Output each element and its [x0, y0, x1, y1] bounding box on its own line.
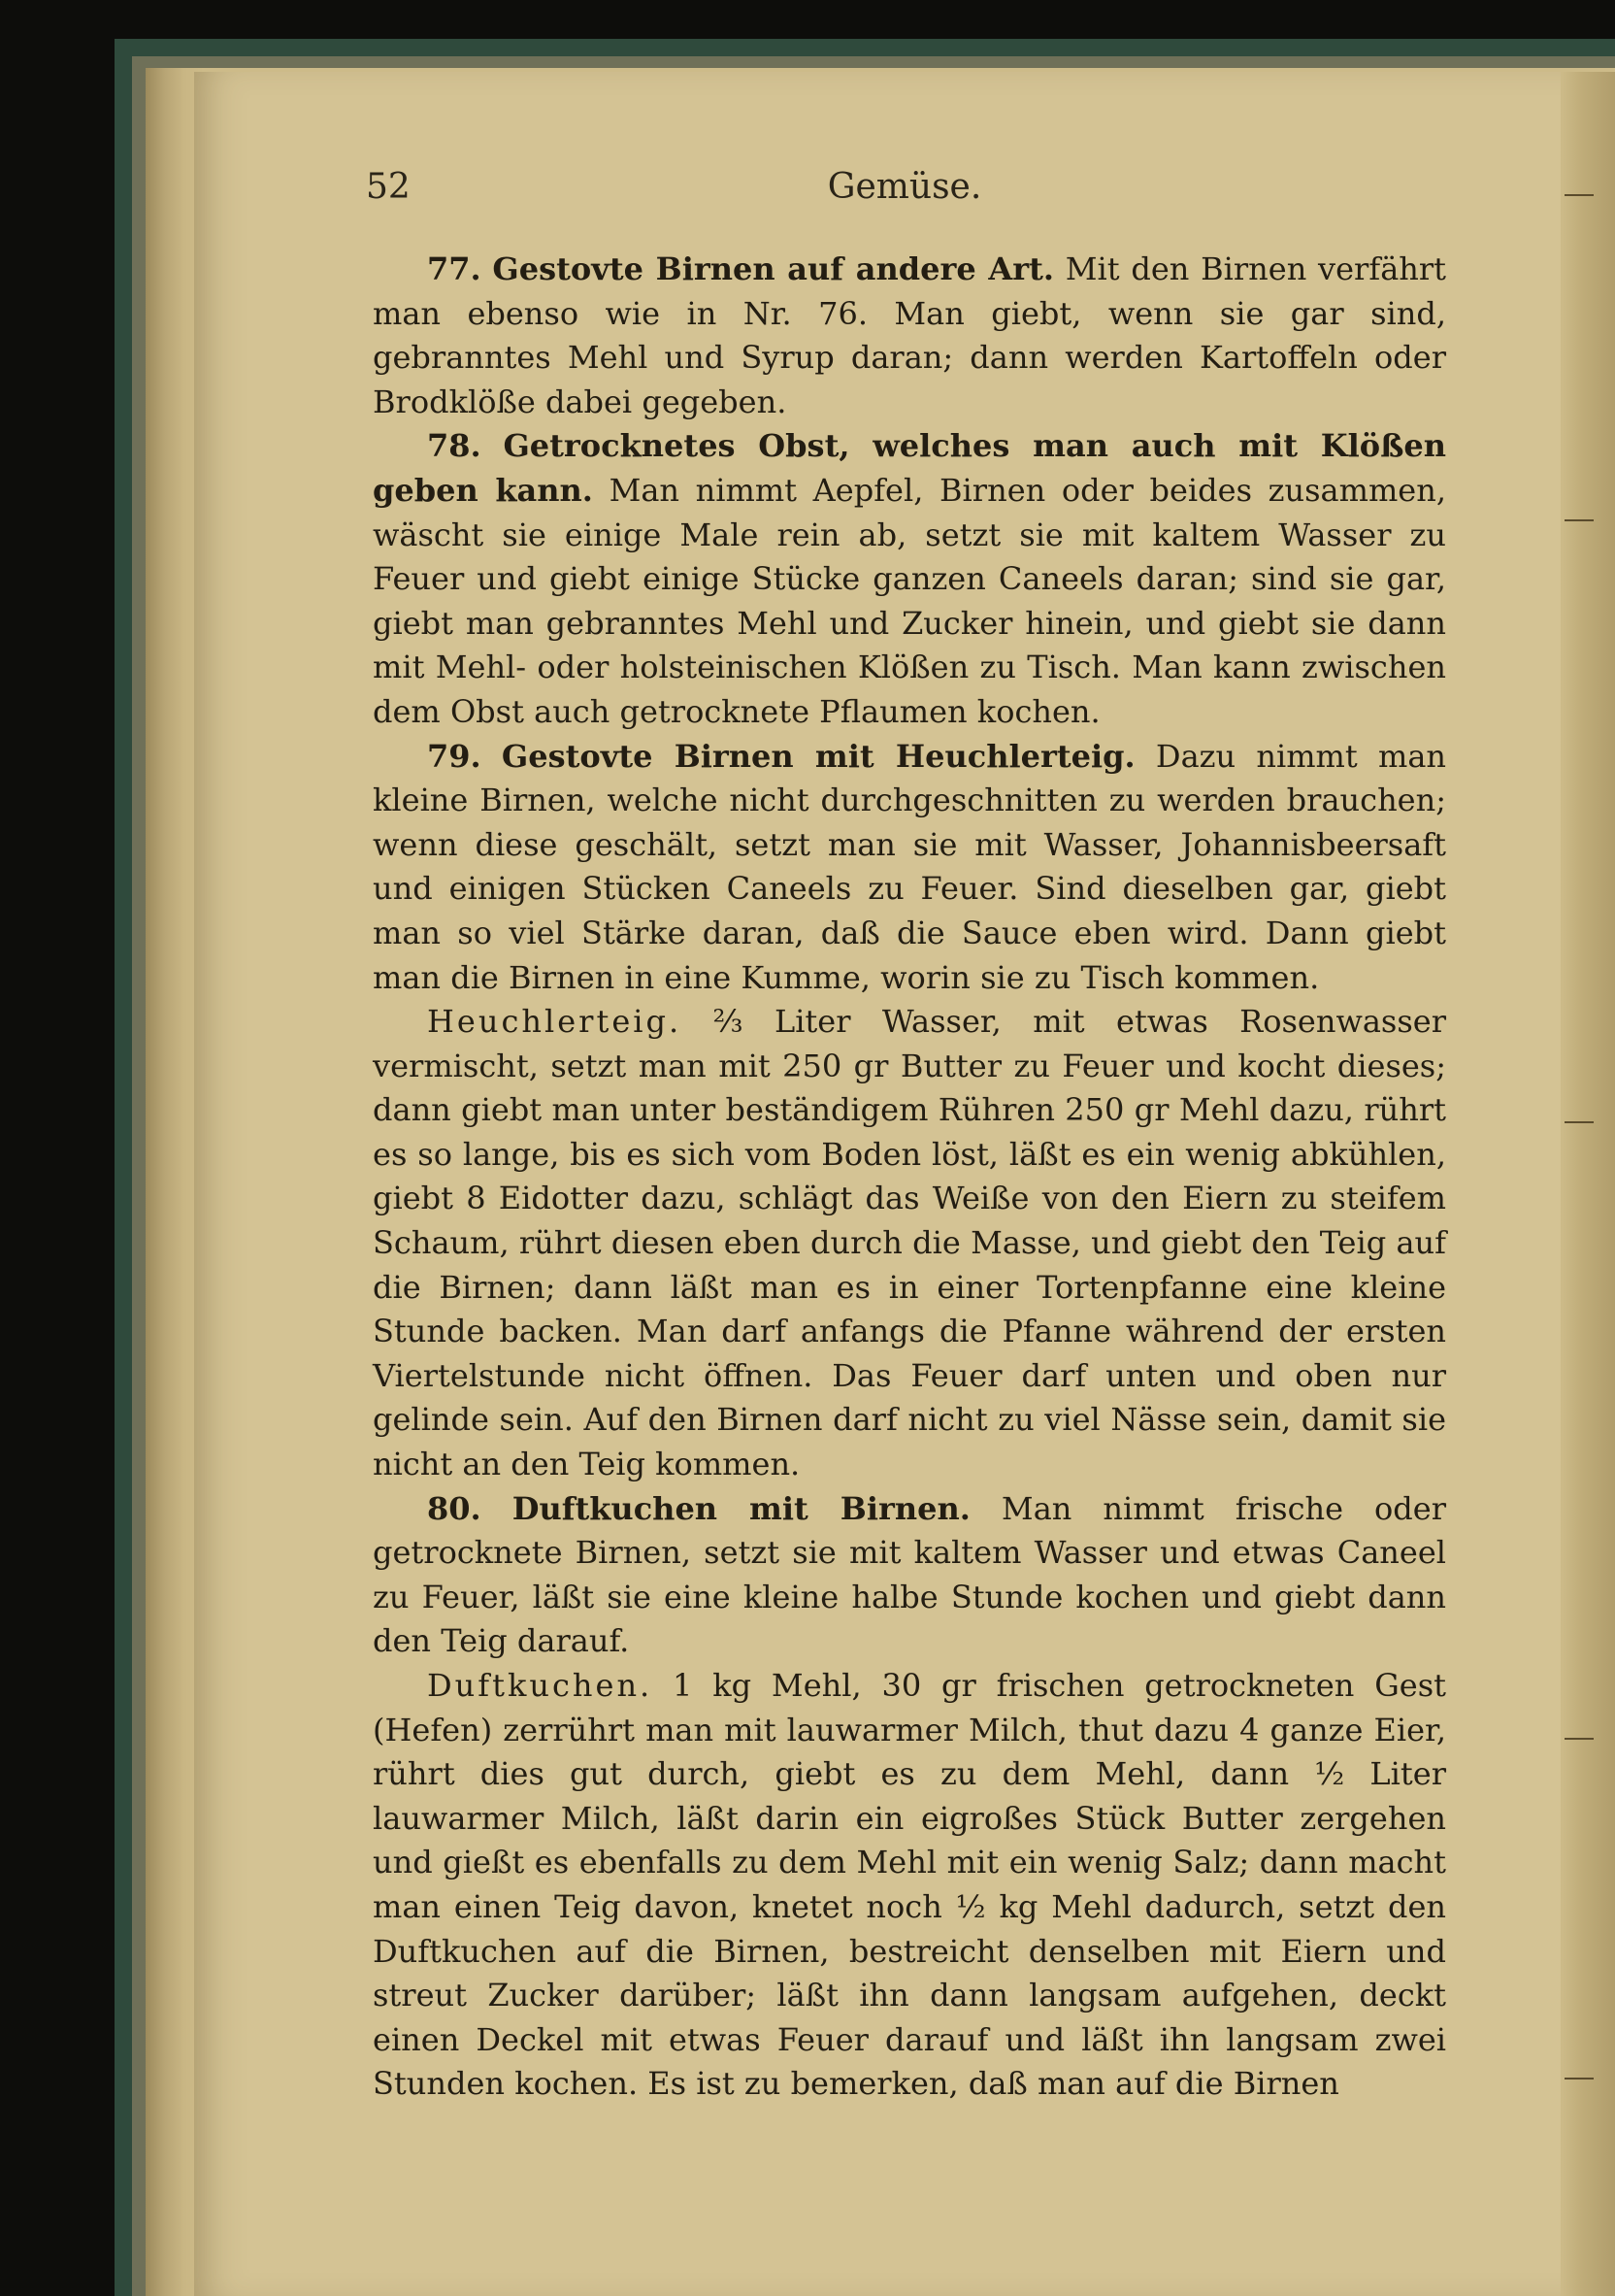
recipe-title: Gestovte Birnen auf andere Art. [492, 250, 1055, 287]
recipe-text: Man nimmt frische oder getrocknete Birnen, setzt sie mit kaltem Wasser und etwas Caneel zu Feuer, läßt sie eine kleine halbe Stunde kochen und giebt dann den Teig darauf. [373, 1489, 1447, 1660]
recipe-text: Man nimmt Aepfel, Birnen oder beides zusammen, wäscht sie einige Male rein ab, setzt sie mit kaltem Wasser zu Feuer und giebt einige Stücke ganzen Caneels daran; sind sie gar, giebt man gebranntes Mehl und Zucker hinein, und giebt sie dann mit Mehl- oder holsteinischen Klößen zu Tisch. Man kann zwischen dem Obst auch getrocknete Pflaumen kochen. [373, 471, 1447, 730]
page-edge-mark [1565, 1121, 1594, 1123]
recipe-77 [373, 248, 1446, 424]
recipe-text: Dazu nimmt man kleine Birnen, welche nicht durchgeschnitten zu werden brauchen; wenn diese geschält, setzt man sie mit Wasser, Johannisbeersaft und einigen Stücken Caneels zu Feuer. Sind dieselben gar, giebt man so viel Stärke daran, daß die Sauce eben wird. Dann giebt man die Birnen in eine Kumme, worin sie zu Tisch kommen. [373, 737, 1447, 996]
page-edge-mark [1565, 519, 1594, 521]
page-header [366, 167, 1443, 216]
recipe-number: 80. [427, 1489, 481, 1527]
recipe-title: Gestovte Birnen mit Heuchlerteig. [501, 737, 1136, 775]
page-edge-mark [1565, 1738, 1594, 1740]
page-body [373, 248, 1446, 2107]
page-number: 52 [366, 167, 411, 207]
recipe-number: 79. [427, 737, 481, 775]
sub-recipe-text: ⅔ Liter Wasser, mit etwas Rosenwasser vermischt, setzt man mit 250 gr Butter zu Feuer und kocht dieses; dann giebt man unter beständigem Rühren 250 gr Mehl dazu, rührt es so lange, bis es sich vom Boden löst, läßt es ein wenig abkühlen, giebt 8 Eidotter dazu, schlägt das Weiße von den Eiern zu steifem Schaum, rührt diesen eben durch die Masse, und giebt den Teig auf die Birnen; dann läßt man es in einer Tortenpfanne eine kleine Stunde backen. Man darf anfangs die Pfanne während der ersten Viertelstunde nicht öffnen. Das Feuer darf unten und oben nur gelinde sein. Auf den Birnen darf nicht zu viel Nässe sein, damit sie nicht an den Teig kommen. [373, 1003, 1446, 1483]
recipe-number: 78. [427, 427, 481, 465]
sub-recipe-label: Heuchlerteig. [427, 1003, 682, 1041]
page-edge-mark [1565, 2078, 1594, 2080]
recipe-79 [373, 735, 1446, 1001]
next-page-edge [1561, 72, 1615, 2296]
sub-recipe-heuchlerteig [373, 1000, 1446, 1487]
recipe-text: Mit den Birnen verfährt man ebenso wie in Nr. 76. Man giebt, wenn sie gar sind, gebranntes Mehl und Syrup daran; dann werden Kartoffeln oder Brodklöße dabei gegeben. [373, 250, 1447, 420]
recipe-78 [373, 424, 1446, 734]
recipe-number: 77. [427, 250, 481, 287]
recipe-80 [373, 1487, 1446, 1664]
running-title: Gemüse. [827, 167, 982, 207]
recipe-title: Duftkuchen mit Birnen. [511, 1489, 971, 1527]
sub-recipe-duftkuchen [373, 1664, 1446, 2107]
sub-recipe-text: 1 kg Mehl, 30 gr frischen getrockneten Gest (Hefen) zerrührt man mit lauwarmer Milch, thut dazu 4 ganze Eier, rührt dies gut durch, giebt es zu dem Mehl, dann ½ Liter lauwarmer Milch, läßt darin ein eigroßes Stück Butter zergehen und gießt es ebenfalls zu dem Mehl mit ein wenig Salz; dann macht man einen Teig davon, knetet noch ½ kg Mehl dadurch, setzt den Duftkuchen auf die Birnen, bestreicht denselben mit Eiern und streut Zucker darüber; läßt ihn dann langsam aufgehen, deckt einen Deckel mit etwas Feuer darauf und läßt ihn langsam zwei Stunden kochen. Es ist zu bemerken, daß man auf die Birnen [373, 1667, 1447, 2103]
page-edge-mark [1565, 194, 1594, 196]
recipe-title: Getrocknetes Obst, welches man auch mit Klößen geben kann. [373, 427, 1447, 509]
sub-recipe-label: Duftkuchen. [427, 1667, 653, 1704]
